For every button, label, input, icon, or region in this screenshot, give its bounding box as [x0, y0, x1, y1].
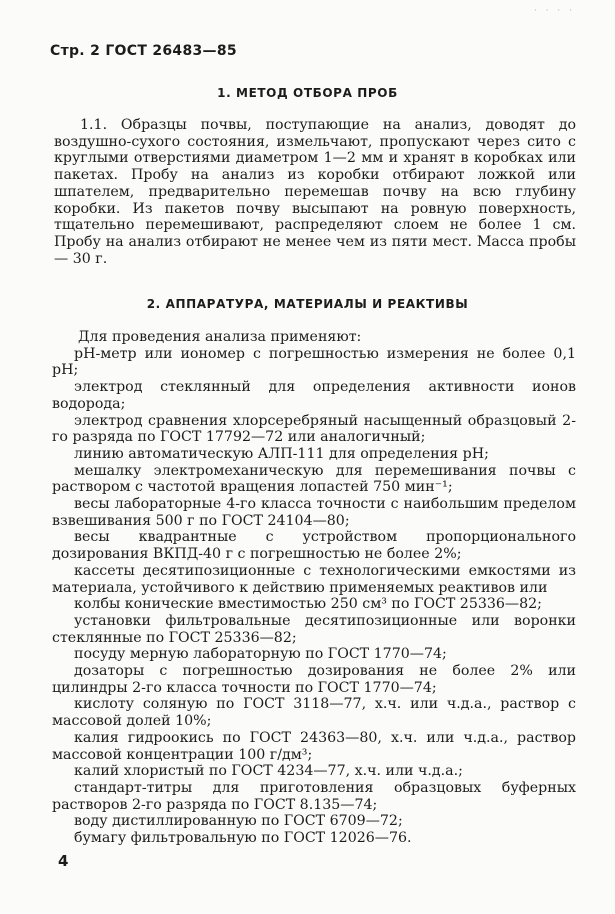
list-item: калий хлористый по ГОСТ 4234—77, х.ч. или ч.д.а.; [74, 763, 463, 780]
list-item: кассеты десятипозиционные с технологическими емкостями из материала, устойчивого к действию применяемых реактивов или [52, 562, 576, 596]
list-item: электрод стеклянный для определения активности ионов водорода; [52, 379, 576, 412]
list-item: электрод сравнения хлорсеребряный насыщенный образцовый 2-го разряда по ГОСТ 17792—72 или аналогичный; [52, 412, 576, 446]
list-item: мешалку электромеханическую для перемешивания почвы с раствором с частотой вращения лопастей 750 мин⁻¹; [52, 462, 576, 496]
list-item: стандарт-титры для приготовления образцовых буферных растворов 2-го разряда по ГОСТ 8.135—74; [52, 779, 576, 813]
materials-list [52, 329, 576, 847]
page-header: Стр. 2 ГОСТ 26483—85 [50, 43, 237, 59]
list-intro: Для проведения анализа применяют: [78, 329, 362, 345]
list-item: весы лабораторные 4-го класса точности с наибольшим пределом взвешивания 500 г по ГОСТ 24104—80; [52, 496, 576, 529]
page-number: 4 [58, 852, 69, 870]
section-1-paragraph: 1.1. Образцы почвы, поступающие на анализ, доводят до воздушно-сухого состояния, измельчают, пропускают через сито с круглыми отверстиями диаметром 1—2 мм и хранят в коробках или пакетах. Пробу на анализ из коробки отбирают ложкой или шпателем, предварительно перемешав почву на всю глубину коробки. Из пакетов почву высыпают на ровную поверхность, тщательно перемешивают, распределяют слоем не более 1 см. Пробу на анализ отбирают не менее чем из пяти мест. Масса пробы — 30 г. [54, 117, 576, 267]
list-item: дозаторы с погрешностью дозирования не более 2% или цилиндры 2-го класса точности по ГОСТ 1770—74; [52, 663, 576, 696]
list-item: посуду мерную лабораторную по ГОСТ 1770—74; [74, 646, 447, 663]
list-item: колбы конические вместимостью 250 см³ по ГОСТ 25336—82; [74, 596, 542, 613]
list-item: pH-метр или иономер с погрешностью измерения не более 0,1 pH; [52, 345, 576, 379]
corner-mark: · · · · [533, 6, 575, 16]
list-item: кислоту соляную по ГОСТ 3118—77, х.ч. или ч.д.а., раствор с массовой долей 10%; [52, 696, 576, 730]
list-item: калия гидроокись по ГОСТ 24363—80, х.ч. или ч.д.а., раствор массовой концентрации 100 г/дм³; [52, 729, 576, 763]
section-2-title: 2. АППАРАТУРА, МАТЕРИАЛЫ И РЕАКТИВЫ [146, 297, 469, 311]
list-item: линию автоматическую АЛП-111 для определения pH; [74, 445, 489, 462]
list-item: воду дистиллированную по ГОСТ 6709—72; [74, 813, 403, 830]
section-1-title: 1. МЕТОД ОТБОРА ПРОБ [217, 86, 398, 100]
list-item: установки фильтровальные десятипозиционные или воронки стеклянные по ГОСТ 25336—82; [52, 612, 576, 646]
list-item: бумагу фильтровальную по ГОСТ 12026—76. [74, 830, 412, 847]
list-item: весы квадрантные с устройством пропорционального дозирования ВКПД-40 г с погрешностью не более 2%; [52, 529, 576, 563]
